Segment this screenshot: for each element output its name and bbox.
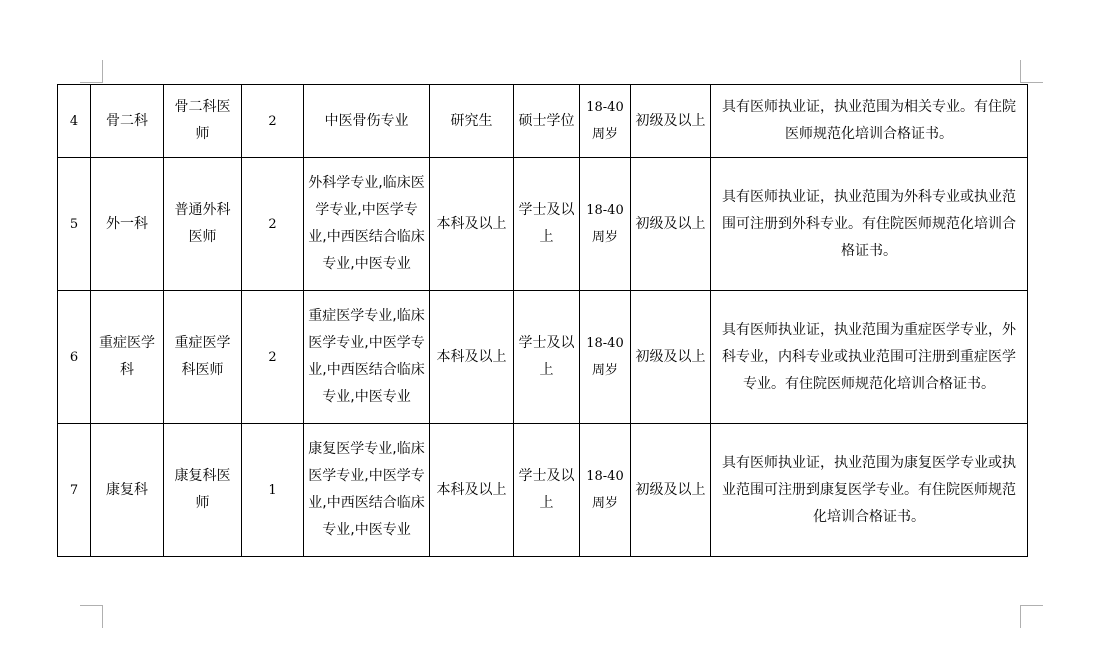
cell-count: 2 bbox=[242, 291, 304, 424]
cell-major: 外科学专业,临床医学专业,中医学专业,中西医结合临床专业,中医专业 bbox=[304, 158, 430, 291]
cell-count: 1 bbox=[242, 424, 304, 557]
cell-degree: 学士及以上 bbox=[514, 291, 580, 424]
cell-position: 普通外科医师 bbox=[164, 158, 242, 291]
page-corner-mark-top-left bbox=[80, 60, 103, 83]
cell-count: 2 bbox=[242, 158, 304, 291]
cell-requirements: 具有医师执业证，执业范围为康复医学专业或执业范围可注册到康复医学专业。有住院医师规范化培训合格证书。 bbox=[711, 424, 1028, 557]
page-corner-mark-top-right bbox=[1020, 60, 1043, 83]
cell-degree: 学士及以上 bbox=[514, 158, 580, 291]
cell-count: 2 bbox=[242, 85, 304, 158]
cell-education: 研究生 bbox=[430, 85, 514, 158]
cell-degree: 硕士学位 bbox=[514, 85, 580, 158]
cell-department: 康复科 bbox=[91, 424, 164, 557]
table-row bbox=[58, 291, 1028, 424]
cell-title: 初级及以上 bbox=[631, 158, 711, 291]
table-row bbox=[58, 158, 1028, 291]
cell-department: 外一科 bbox=[91, 158, 164, 291]
cell-education: 本科及以上 bbox=[430, 158, 514, 291]
cell-major: 中医骨伤专业 bbox=[304, 85, 430, 158]
cell-age: 18-40周岁 bbox=[580, 158, 631, 291]
table-row bbox=[58, 424, 1028, 557]
cell-requirements: 具有医师执业证，执业范围为外科专业或执业范围可注册到外科专业。有住院医师规范化培训合格证书。 bbox=[711, 158, 1028, 291]
cell-title: 初级及以上 bbox=[631, 424, 711, 557]
cell-requirements: 具有医师执业证，执业范围为相关专业。有住院医师规范化培训合格证书。 bbox=[711, 85, 1028, 158]
cell-position: 康复科医师 bbox=[164, 424, 242, 557]
cell-seq: 6 bbox=[58, 291, 91, 424]
cell-age: 18-40周岁 bbox=[580, 424, 631, 557]
cell-seq: 5 bbox=[58, 158, 91, 291]
cell-title: 初级及以上 bbox=[631, 85, 711, 158]
cell-age: 18-40周岁 bbox=[580, 291, 631, 424]
cell-education: 本科及以上 bbox=[430, 291, 514, 424]
page-corner-mark-bottom-right bbox=[1020, 605, 1043, 628]
cell-degree: 学士及以上 bbox=[514, 424, 580, 557]
cell-education: 本科及以上 bbox=[430, 424, 514, 557]
cell-requirements: 具有医师执业证，执业范围为重症医学专业，外科专业，内科专业或执业范围可注册到重症医学专业。有住院医师规范化培训合格证书。 bbox=[711, 291, 1028, 424]
cell-department: 重症医学科 bbox=[91, 291, 164, 424]
cell-seq: 4 bbox=[58, 85, 91, 158]
page-corner-mark-bottom-left bbox=[80, 605, 103, 628]
cell-position: 骨二科医师 bbox=[164, 85, 242, 158]
recruitment-table bbox=[57, 84, 1028, 557]
cell-major: 康复医学专业,临床医学专业,中医学专业,中西医结合临床专业,中医专业 bbox=[304, 424, 430, 557]
cell-major: 重症医学专业,临床医学专业,中医学专业,中西医结合临床专业,中医专业 bbox=[304, 291, 430, 424]
table-row bbox=[58, 85, 1028, 158]
cell-position: 重症医学科医师 bbox=[164, 291, 242, 424]
cell-title: 初级及以上 bbox=[631, 291, 711, 424]
cell-department: 骨二科 bbox=[91, 85, 164, 158]
cell-seq: 7 bbox=[58, 424, 91, 557]
cell-age: 18-40周岁 bbox=[580, 85, 631, 158]
